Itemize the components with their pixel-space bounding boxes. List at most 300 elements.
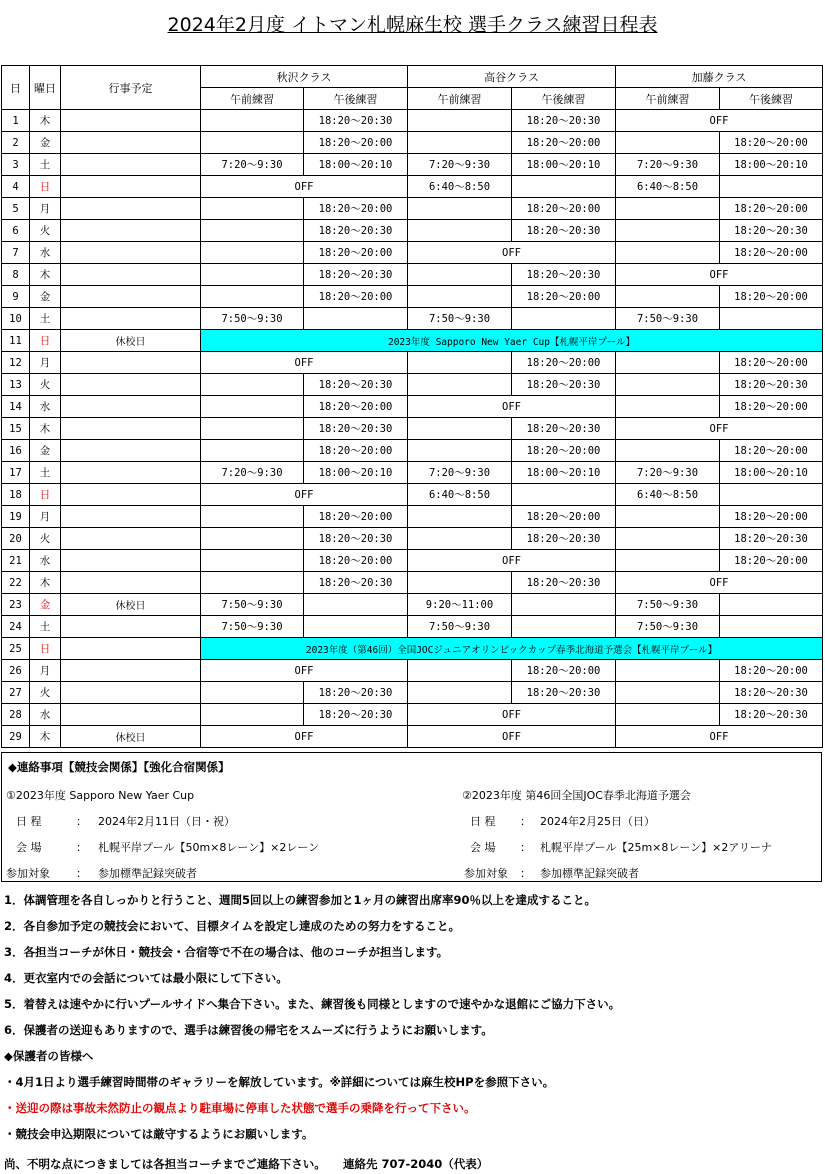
weekday-cell: 日 bbox=[30, 176, 61, 198]
time-cell bbox=[616, 132, 720, 154]
time-cell: 18:00～20:10 bbox=[512, 154, 616, 176]
event-cell bbox=[61, 352, 201, 374]
time-cell bbox=[616, 704, 720, 726]
time-cell bbox=[201, 440, 304, 462]
time-cell bbox=[616, 396, 720, 418]
event-cell bbox=[61, 506, 201, 528]
day-cell: 18 bbox=[2, 484, 30, 506]
weekday-cell: 土 bbox=[30, 308, 61, 330]
time-cell bbox=[304, 594, 408, 616]
off-cell: OFF bbox=[201, 176, 408, 198]
event-cell bbox=[61, 660, 201, 682]
day-cell: 16 bbox=[2, 440, 30, 462]
time-cell bbox=[408, 264, 512, 286]
table-row bbox=[2, 682, 823, 704]
time-cell bbox=[408, 572, 512, 594]
weekday-cell: 木 bbox=[30, 264, 61, 286]
weekday-cell: 火 bbox=[30, 682, 61, 704]
event-cell bbox=[61, 132, 201, 154]
time-cell bbox=[512, 176, 616, 198]
time-cell: 9:20～11:00 bbox=[408, 594, 512, 616]
day-cell: 7 bbox=[2, 242, 30, 264]
table-row bbox=[2, 308, 823, 330]
day-cell: 22 bbox=[2, 572, 30, 594]
time-cell bbox=[201, 264, 304, 286]
time-cell bbox=[304, 308, 408, 330]
day-cell: 23 bbox=[2, 594, 30, 616]
time-cell: 7:20～9:30 bbox=[616, 154, 720, 176]
time-cell: 18:20～20:30 bbox=[304, 682, 408, 704]
time-cell bbox=[720, 594, 823, 616]
table-row bbox=[2, 704, 823, 726]
time-cell bbox=[201, 242, 304, 264]
event1-venue: 札幌平岸プール【50m×8レーン】×2レーン bbox=[98, 841, 320, 854]
guardian-note-1: ・4月1日より選手練習時間帯のギャラリーを解放しています。※詳細については麻生校HPを参照下さい。 bbox=[4, 1075, 555, 1089]
instruction-3: 3．各担当コーチが休日・競技会・合宿等で不在の場合は、他のコーチが担当します。 bbox=[4, 945, 449, 959]
time-cell bbox=[616, 682, 720, 704]
time-cell: 7:20～9:30 bbox=[616, 462, 720, 484]
event-cell bbox=[61, 374, 201, 396]
event2-date-colon: ： bbox=[520, 815, 531, 828]
competition-banner: 2023年度（第46回）全国JOCジュニアオリンピックカップ春季北海道予選会【札幌平岸プール】 bbox=[201, 638, 823, 660]
weekday-cell: 月 bbox=[30, 198, 61, 220]
guardian-heading: ◆保護者の皆様へ bbox=[4, 1049, 94, 1063]
header-dow: 曜日 bbox=[30, 66, 61, 110]
time-cell: 18:20～20:00 bbox=[720, 198, 823, 220]
event-cell bbox=[61, 176, 201, 198]
time-cell bbox=[616, 220, 720, 242]
time-cell bbox=[616, 528, 720, 550]
off-cell: OFF bbox=[408, 242, 616, 264]
table-row bbox=[2, 286, 823, 308]
day-cell: 21 bbox=[2, 550, 30, 572]
time-cell: 18:20～20:00 bbox=[720, 132, 823, 154]
table-row bbox=[2, 616, 823, 638]
time-cell bbox=[512, 616, 616, 638]
time-cell: 18:20～20:00 bbox=[304, 440, 408, 462]
weekday-cell: 月 bbox=[30, 506, 61, 528]
event-cell bbox=[61, 528, 201, 550]
table-row bbox=[2, 462, 823, 484]
event-cell: 休校日 bbox=[61, 726, 201, 748]
day-cell: 9 bbox=[2, 286, 30, 308]
table-row bbox=[2, 418, 823, 440]
schedule-body bbox=[2, 110, 823, 748]
competition-banner: 2023年度 Sapporo New Yaer Cup【札幌平岸プール】 bbox=[201, 330, 823, 352]
table-row bbox=[2, 264, 823, 286]
event-cell bbox=[61, 616, 201, 638]
weekday-cell: 金 bbox=[30, 132, 61, 154]
event1-target-label: 参加対象 bbox=[6, 867, 50, 880]
weekday-cell: 火 bbox=[30, 528, 61, 550]
time-cell: 18:20～20:00 bbox=[512, 132, 616, 154]
time-cell: 18:20～20:00 bbox=[720, 352, 823, 374]
event-cell bbox=[61, 572, 201, 594]
day-cell: 1 bbox=[2, 110, 30, 132]
header-pm: 午後練習 bbox=[512, 88, 616, 110]
time-cell bbox=[201, 682, 304, 704]
time-cell bbox=[408, 352, 512, 374]
time-cell: 7:20～9:30 bbox=[201, 462, 304, 484]
time-cell bbox=[201, 528, 304, 550]
off-cell: OFF bbox=[201, 352, 408, 374]
time-cell bbox=[408, 682, 512, 704]
event2-target-colon: ： bbox=[520, 867, 531, 880]
schedule-table bbox=[1, 65, 823, 748]
header-am: 午前練習 bbox=[201, 88, 304, 110]
time-cell bbox=[408, 660, 512, 682]
event1-target-colon: ： bbox=[76, 867, 87, 880]
day-cell: 5 bbox=[2, 198, 30, 220]
off-cell: OFF bbox=[616, 572, 823, 594]
event2-date-label: 日 程 bbox=[470, 815, 496, 828]
table-row bbox=[2, 132, 823, 154]
off-cell: OFF bbox=[408, 704, 616, 726]
time-cell bbox=[616, 286, 720, 308]
day-cell: 12 bbox=[2, 352, 30, 374]
guardian-note-3: ・競技会申込期限については厳守するようにお願いします。 bbox=[4, 1127, 314, 1141]
time-cell bbox=[720, 616, 823, 638]
time-cell: 7:50～9:30 bbox=[201, 594, 304, 616]
time-cell: 18:20～20:30 bbox=[304, 110, 408, 132]
weekday-cell: 金 bbox=[30, 286, 61, 308]
event1-venue-colon: ： bbox=[76, 841, 87, 854]
time-cell: 18:20～20:30 bbox=[720, 682, 823, 704]
time-cell bbox=[616, 374, 720, 396]
header-am: 午前練習 bbox=[616, 88, 720, 110]
event2-venue-colon: ： bbox=[520, 841, 531, 854]
time-cell: 18:20～20:30 bbox=[512, 418, 616, 440]
weekday-cell: 水 bbox=[30, 396, 61, 418]
day-cell: 28 bbox=[2, 704, 30, 726]
day-cell: 14 bbox=[2, 396, 30, 418]
event-cell bbox=[61, 418, 201, 440]
time-cell: 18:20～20:30 bbox=[720, 528, 823, 550]
time-cell bbox=[201, 110, 304, 132]
time-cell: 7:50～9:30 bbox=[616, 308, 720, 330]
weekday-cell: 土 bbox=[30, 616, 61, 638]
time-cell: 18:20～20:00 bbox=[304, 132, 408, 154]
event-cell bbox=[61, 308, 201, 330]
event-cell bbox=[61, 704, 201, 726]
time-cell: 6:40～8:50 bbox=[616, 484, 720, 506]
time-cell: 7:50～9:30 bbox=[201, 616, 304, 638]
time-cell: 18:20～20:30 bbox=[512, 572, 616, 594]
time-cell: 18:00～20:10 bbox=[720, 462, 823, 484]
time-cell: 18:20～20:30 bbox=[512, 110, 616, 132]
notes-heading: ◆連絡事項【競技会関係】【強化合宿関係】 bbox=[8, 760, 230, 774]
time-cell: 18:20～20:30 bbox=[304, 418, 408, 440]
off-cell: OFF bbox=[201, 484, 408, 506]
time-cell: 18:20～20:30 bbox=[512, 682, 616, 704]
time-cell: 18:20～20:00 bbox=[720, 440, 823, 462]
time-cell bbox=[616, 198, 720, 220]
time-cell: 18:00～20:10 bbox=[304, 154, 408, 176]
weekday-cell: 水 bbox=[30, 550, 61, 572]
weekday-cell: 金 bbox=[30, 440, 61, 462]
off-cell: OFF bbox=[201, 660, 408, 682]
footer-contact: 尚、不明な点につきましては各担当コーチまでご連絡下さい。 連絡先 707-2040（代表） bbox=[4, 1157, 489, 1171]
time-cell bbox=[201, 198, 304, 220]
off-cell: OFF bbox=[201, 726, 408, 748]
time-cell bbox=[201, 220, 304, 242]
table-row bbox=[2, 154, 823, 176]
time-cell bbox=[408, 110, 512, 132]
time-cell: 18:20～20:30 bbox=[512, 220, 616, 242]
time-cell: 7:20～9:30 bbox=[201, 154, 304, 176]
event1-venue-label: 会 場 bbox=[16, 841, 42, 854]
time-cell: 18:20～20:00 bbox=[720, 286, 823, 308]
time-cell: 18:20～20:30 bbox=[720, 374, 823, 396]
event2-venue-label: 会 場 bbox=[470, 841, 496, 854]
off-cell: OFF bbox=[616, 110, 823, 132]
time-cell bbox=[616, 550, 720, 572]
header-pm: 午後練習 bbox=[304, 88, 408, 110]
table-row bbox=[2, 528, 823, 550]
weekday-cell: 日 bbox=[30, 484, 61, 506]
time-cell bbox=[512, 594, 616, 616]
instruction-1: 1．体調管理を各自しっかりと行うこと、週間5回以上の練習参加と1ヶ月の練習出席率90％以上を達成すること。 bbox=[4, 893, 597, 907]
day-cell: 29 bbox=[2, 726, 30, 748]
instruction-5: 5．着替えは速やかに行いプールサイドへ集合下さい。また、練習後も同様としますので速やかな退館にご協力下さい。 bbox=[4, 997, 621, 1011]
time-cell bbox=[201, 374, 304, 396]
time-cell bbox=[720, 176, 823, 198]
event2-name: ②2023年度 第46回全国JOC春季北海道予選会 bbox=[462, 789, 691, 802]
table-row bbox=[2, 396, 823, 418]
off-cell: OFF bbox=[408, 726, 616, 748]
time-cell bbox=[201, 572, 304, 594]
day-cell: 4 bbox=[2, 176, 30, 198]
time-cell: 18:20～20:00 bbox=[304, 242, 408, 264]
weekday-cell: 日 bbox=[30, 638, 61, 660]
event1-date: 2024年2月11日（日・祝） bbox=[98, 815, 235, 828]
event-cell bbox=[61, 154, 201, 176]
time-cell bbox=[408, 528, 512, 550]
time-cell: 18:20～20:00 bbox=[304, 198, 408, 220]
time-cell: 18:20～20:30 bbox=[304, 264, 408, 286]
weekday-cell: 火 bbox=[30, 374, 61, 396]
time-cell: 18:20～20:30 bbox=[512, 264, 616, 286]
header-event: 行事予定 bbox=[61, 66, 201, 110]
event-cell bbox=[61, 220, 201, 242]
event-cell bbox=[61, 198, 201, 220]
table-row bbox=[2, 110, 823, 132]
weekday-cell: 土 bbox=[30, 462, 61, 484]
time-cell: 7:20～9:30 bbox=[408, 154, 512, 176]
header-am: 午前練習 bbox=[408, 88, 512, 110]
time-cell: 18:00～20:10 bbox=[720, 154, 823, 176]
time-cell: 18:20～20:30 bbox=[304, 704, 408, 726]
time-cell: 18:00～20:10 bbox=[512, 462, 616, 484]
off-cell: OFF bbox=[408, 396, 616, 418]
event-cell bbox=[61, 242, 201, 264]
time-cell bbox=[408, 440, 512, 462]
time-cell: 18:20～20:00 bbox=[720, 660, 823, 682]
time-cell: 18:20～20:00 bbox=[512, 660, 616, 682]
time-cell: 18:20～20:00 bbox=[512, 440, 616, 462]
time-cell bbox=[616, 242, 720, 264]
time-cell: 18:20～20:00 bbox=[720, 396, 823, 418]
weekday-cell: 日 bbox=[30, 330, 61, 352]
time-cell bbox=[720, 308, 823, 330]
day-cell: 6 bbox=[2, 220, 30, 242]
time-cell: 7:50～9:30 bbox=[408, 308, 512, 330]
day-cell: 24 bbox=[2, 616, 30, 638]
weekday-cell: 木 bbox=[30, 726, 61, 748]
weekday-cell: 土 bbox=[30, 154, 61, 176]
event-cell bbox=[61, 110, 201, 132]
table-row bbox=[2, 572, 823, 594]
day-cell: 20 bbox=[2, 528, 30, 550]
time-cell: 18:20～20:00 bbox=[304, 286, 408, 308]
event-cell bbox=[61, 264, 201, 286]
time-cell bbox=[616, 506, 720, 528]
time-cell bbox=[201, 286, 304, 308]
table-row bbox=[2, 220, 823, 242]
off-cell: OFF bbox=[616, 264, 823, 286]
time-cell: 7:50～9:30 bbox=[201, 308, 304, 330]
time-cell bbox=[201, 132, 304, 154]
event-cell bbox=[61, 286, 201, 308]
guardian-note-2: ・送迎の際は事故未然防止の観点より駐車場に停車した状態で選手の乗降を行って下さい。 bbox=[4, 1101, 476, 1115]
time-cell bbox=[408, 132, 512, 154]
weekday-cell: 木 bbox=[30, 110, 61, 132]
event1-date-colon: ： bbox=[76, 815, 87, 828]
time-cell bbox=[408, 286, 512, 308]
day-cell: 11 bbox=[2, 330, 30, 352]
day-cell: 8 bbox=[2, 264, 30, 286]
event-cell: 休校日 bbox=[61, 330, 201, 352]
weekday-cell: 木 bbox=[30, 418, 61, 440]
time-cell bbox=[512, 308, 616, 330]
table-row bbox=[2, 550, 823, 572]
event-cell bbox=[61, 638, 201, 660]
day-cell: 17 bbox=[2, 462, 30, 484]
event-cell bbox=[61, 682, 201, 704]
time-cell: 18:20～20:30 bbox=[304, 572, 408, 594]
time-cell: 18:20～20:30 bbox=[304, 528, 408, 550]
time-cell bbox=[720, 484, 823, 506]
event-cell bbox=[61, 396, 201, 418]
table-row bbox=[2, 176, 823, 198]
instruction-6: 6．保護者の送迎もありますので、選手は練習後の帰宅をスムーズに行うようにお願いします。 bbox=[4, 1023, 493, 1037]
time-cell: 18:20～20:00 bbox=[512, 506, 616, 528]
event1-name: ①2023年度 Sapporo New Yaer Cup bbox=[6, 789, 195, 802]
table-row bbox=[2, 660, 823, 682]
off-cell: OFF bbox=[616, 726, 823, 748]
day-cell: 3 bbox=[2, 154, 30, 176]
day-cell: 13 bbox=[2, 374, 30, 396]
time-cell bbox=[304, 616, 408, 638]
header-class-takaya: 高谷クラス bbox=[408, 66, 616, 88]
notes-box bbox=[1, 752, 822, 882]
event-cell bbox=[61, 550, 201, 572]
day-cell: 15 bbox=[2, 418, 30, 440]
event-cell: 休校日 bbox=[61, 594, 201, 616]
time-cell bbox=[408, 506, 512, 528]
event-cell bbox=[61, 440, 201, 462]
table-row bbox=[2, 506, 823, 528]
header-class-kato: 加藤クラス bbox=[616, 66, 823, 88]
time-cell: 18:20～20:00 bbox=[512, 352, 616, 374]
table-row bbox=[2, 242, 823, 264]
off-cell: OFF bbox=[616, 418, 823, 440]
header-day: 日 bbox=[2, 66, 30, 110]
time-cell bbox=[408, 374, 512, 396]
time-cell: 18:20～20:00 bbox=[720, 506, 823, 528]
day-cell: 2 bbox=[2, 132, 30, 154]
table-row bbox=[2, 726, 823, 748]
time-cell: 6:40～8:50 bbox=[616, 176, 720, 198]
time-cell: 7:50～9:30 bbox=[408, 616, 512, 638]
time-cell bbox=[408, 220, 512, 242]
instruction-4: 4．更衣室内での会話については最小限にして下さい。 bbox=[4, 971, 288, 985]
weekday-cell: 金 bbox=[30, 594, 61, 616]
event1-date-label: 日 程 bbox=[16, 815, 42, 828]
weekday-cell: 月 bbox=[30, 660, 61, 682]
table-row bbox=[2, 330, 823, 352]
time-cell: 18:00～20:10 bbox=[304, 462, 408, 484]
time-cell bbox=[201, 704, 304, 726]
event2-venue: 札幌平岸プール【25m×8レーン】×2アリーナ bbox=[540, 841, 772, 854]
day-cell: 19 bbox=[2, 506, 30, 528]
table-row bbox=[2, 374, 823, 396]
time-cell: 18:20～20:30 bbox=[720, 704, 823, 726]
time-cell: 18:20～20:00 bbox=[304, 550, 408, 572]
time-cell bbox=[201, 550, 304, 572]
time-cell bbox=[512, 484, 616, 506]
table-row bbox=[2, 594, 823, 616]
time-cell bbox=[616, 660, 720, 682]
time-cell: 18:20～20:30 bbox=[512, 528, 616, 550]
table-row bbox=[2, 198, 823, 220]
page-title: 2024年2月度 イトマン札幌麻生校 選手クラス練習日程表 bbox=[167, 14, 658, 36]
day-cell: 10 bbox=[2, 308, 30, 330]
time-cell: 7:50～9:30 bbox=[616, 616, 720, 638]
time-cell bbox=[616, 440, 720, 462]
event1-target: 参加標準記録突破者 bbox=[98, 867, 197, 880]
table-row bbox=[2, 440, 823, 462]
time-cell: 18:20～20:30 bbox=[512, 374, 616, 396]
time-cell bbox=[408, 418, 512, 440]
event2-target-label: 参加対象 bbox=[464, 867, 508, 880]
weekday-cell: 火 bbox=[30, 220, 61, 242]
time-cell: 18:20～20:00 bbox=[512, 286, 616, 308]
time-cell: 18:20～20:30 bbox=[720, 220, 823, 242]
day-cell: 25 bbox=[2, 638, 30, 660]
table-row bbox=[2, 638, 823, 660]
time-cell: 18:20～20:00 bbox=[304, 396, 408, 418]
weekday-cell: 水 bbox=[30, 242, 61, 264]
time-cell: 18:20～20:30 bbox=[304, 374, 408, 396]
time-cell bbox=[408, 198, 512, 220]
weekday-cell: 水 bbox=[30, 704, 61, 726]
time-cell: 7:50～9:30 bbox=[616, 594, 720, 616]
table-row bbox=[2, 484, 823, 506]
time-cell bbox=[201, 396, 304, 418]
event-cell bbox=[61, 484, 201, 506]
time-cell: 18:20～20:00 bbox=[304, 506, 408, 528]
off-cell: OFF bbox=[408, 550, 616, 572]
weekday-cell: 木 bbox=[30, 572, 61, 594]
time-cell: 7:20～9:30 bbox=[408, 462, 512, 484]
time-cell: 18:20～20:30 bbox=[304, 220, 408, 242]
day-cell: 27 bbox=[2, 682, 30, 704]
event-cell bbox=[61, 462, 201, 484]
day-cell: 26 bbox=[2, 660, 30, 682]
time-cell: 6:40～8:50 bbox=[408, 176, 512, 198]
event2-target: 参加標準記録突破者 bbox=[540, 867, 639, 880]
